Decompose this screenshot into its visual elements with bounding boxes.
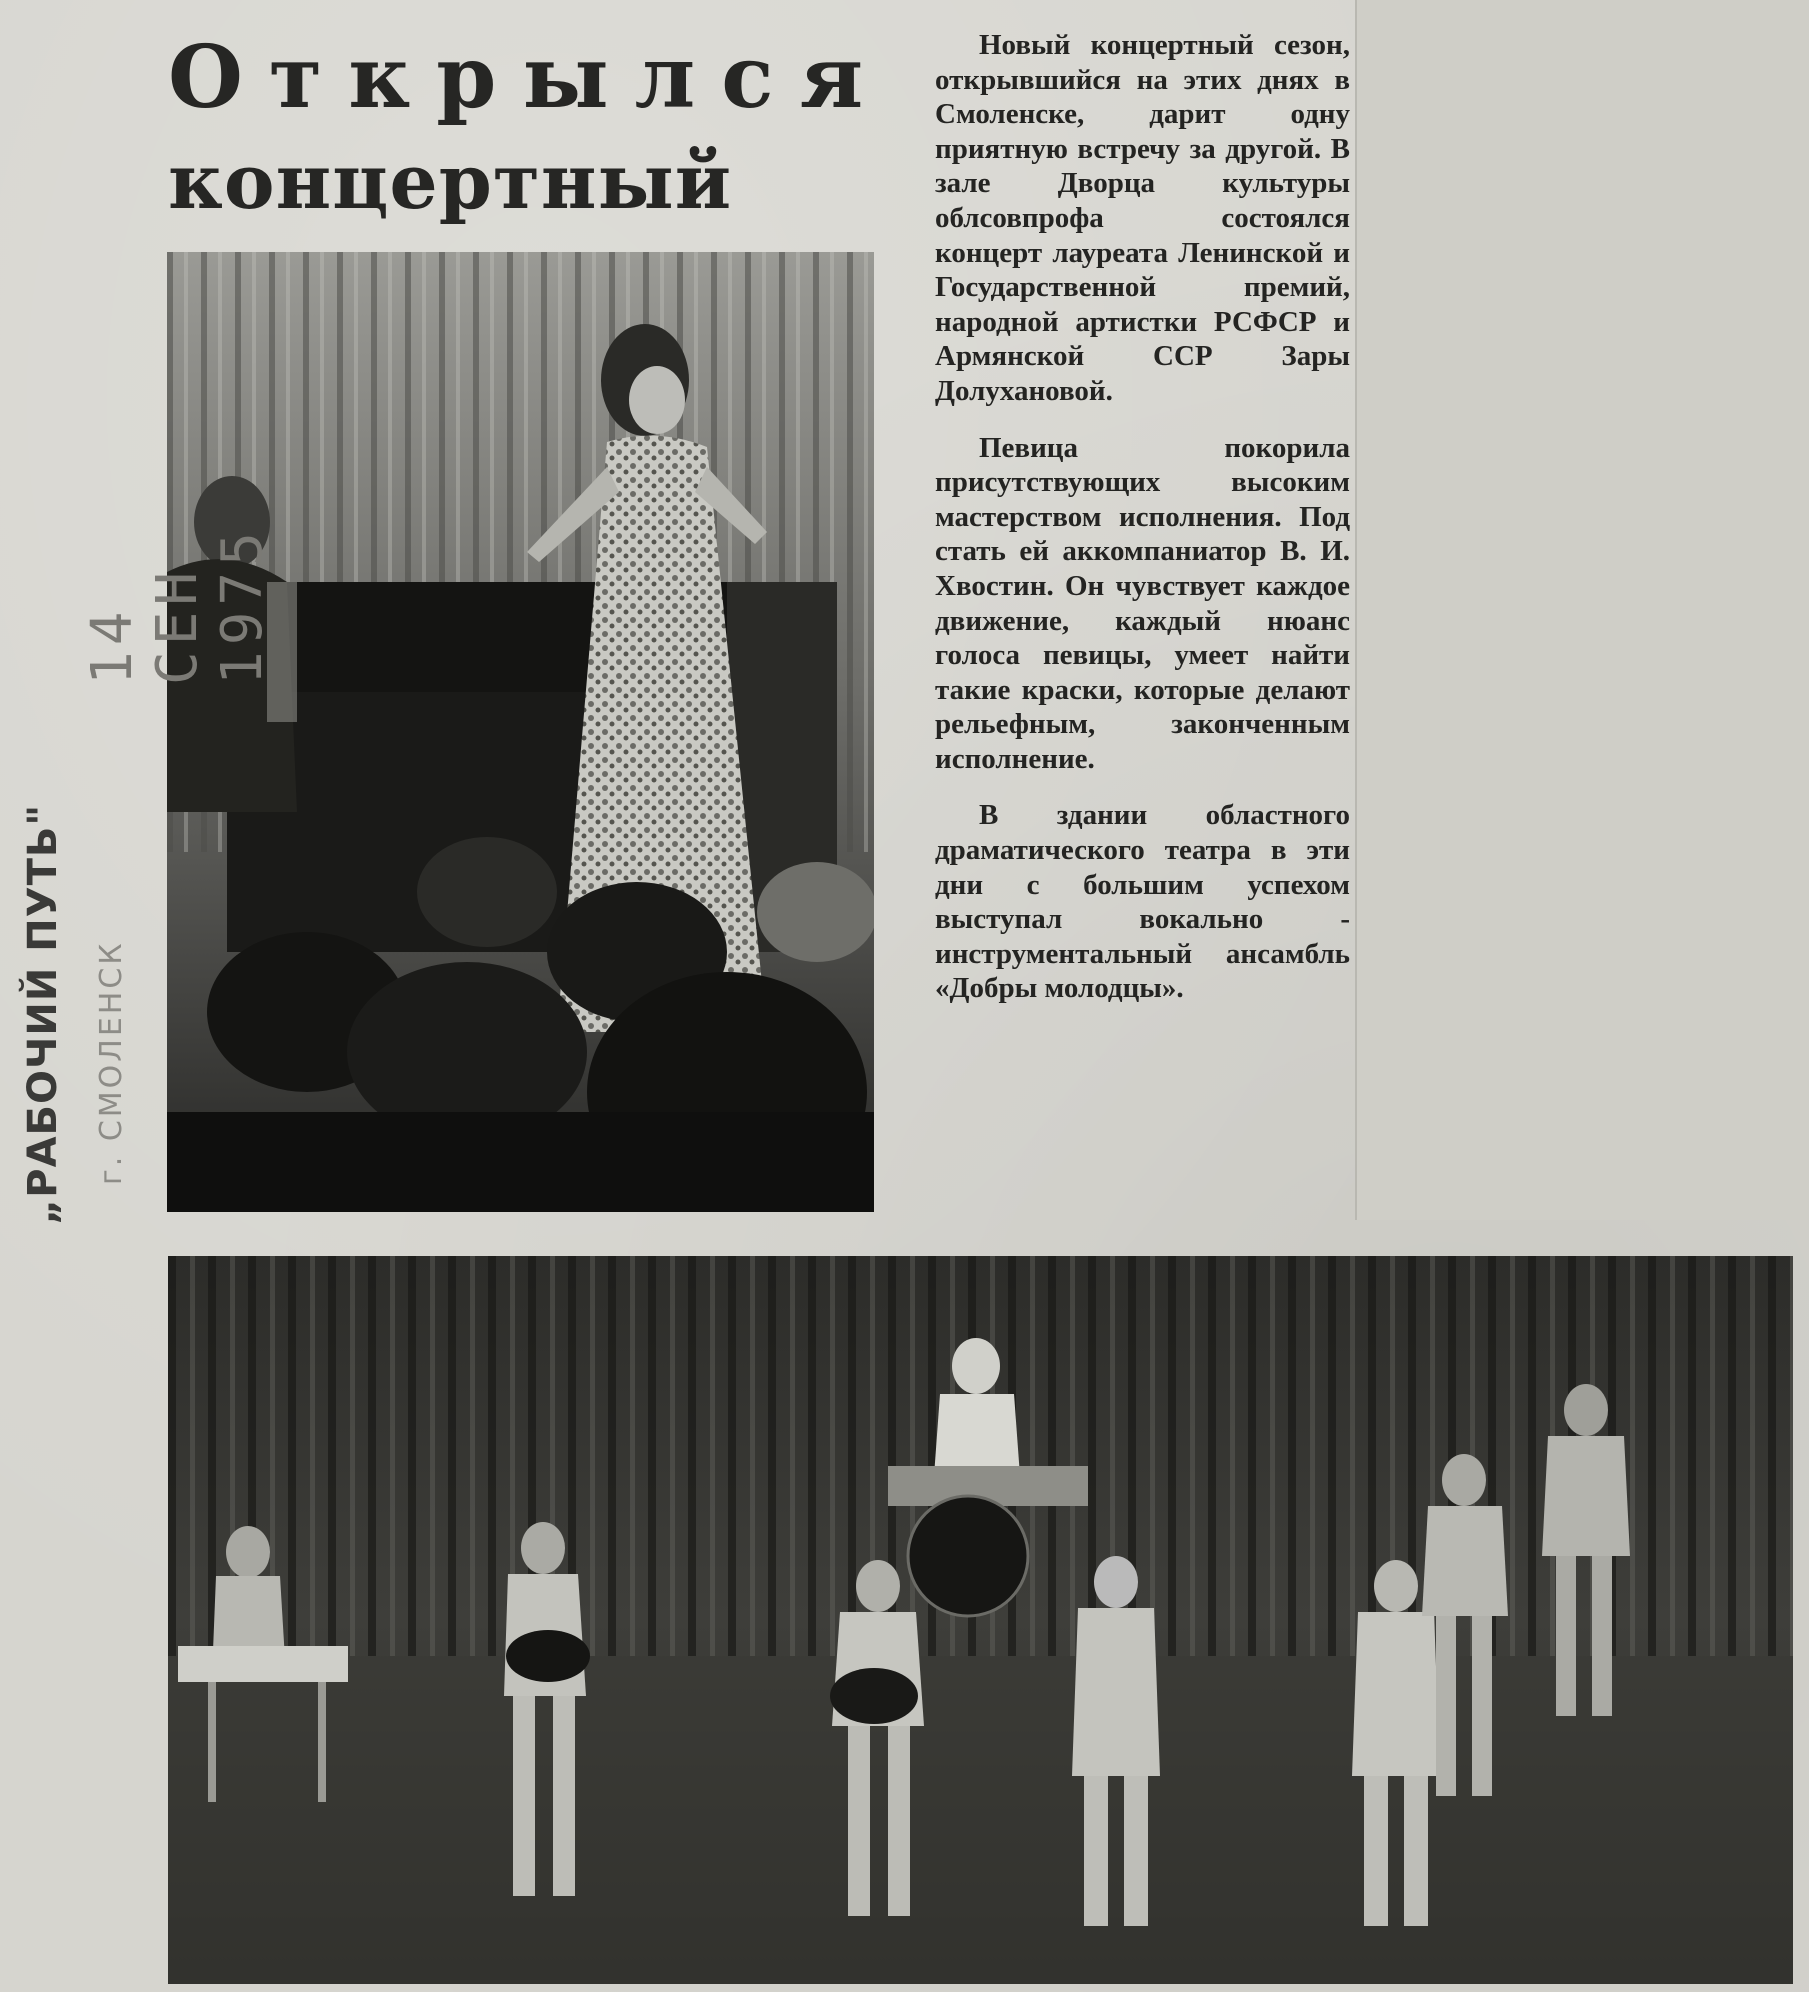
stamp-newspaper-name: „РАБОЧИЙ ПУТЬ" [20,803,66,1225]
headline-line-1: Открылся [168,27,890,128]
newspaper-stamp [10,465,275,1225]
article-paragraph-3: В здании областного драматического театра в эти дни с большим успехом выступал вокально - инструментальный ансамбль «Добры молодцы». [935,799,1350,1005]
article-paragraph-1: Новый концертный сезон, открывшийся на этих днях в Смоленске, дарит одну приятную встречу за другой. В зале Дворца культуры облсовпрофа состоялся концерт лауреата Ленинской и Государственной премий, народной артистки РСФСР и Армянской ССР Зары Долухановой. [935,29,1350,407]
article-text [935,28,1350,1028]
article-paragraph-2: Певица покорила присутствующих высоким мастерством исполнения. Под стать ей аккомпаниатор В. И. Хвостин. Он чувствует каждое движение, каждый нюанс голоса певицы, умеет найти такие краски, которые делают рельефным, законченным исполнение. [935,431,1350,775]
photo-vocal-instrumental-ensemble [168,1256,1793,1984]
headline-line-2: концертный [168,137,733,226]
stamp-city: г. СМОЛЕНСК [94,940,129,1185]
background-paper [1355,0,1809,1220]
stamp-date: 14 СЕН 1975 [80,526,275,685]
photo-singer-and-pianist [167,252,874,1212]
